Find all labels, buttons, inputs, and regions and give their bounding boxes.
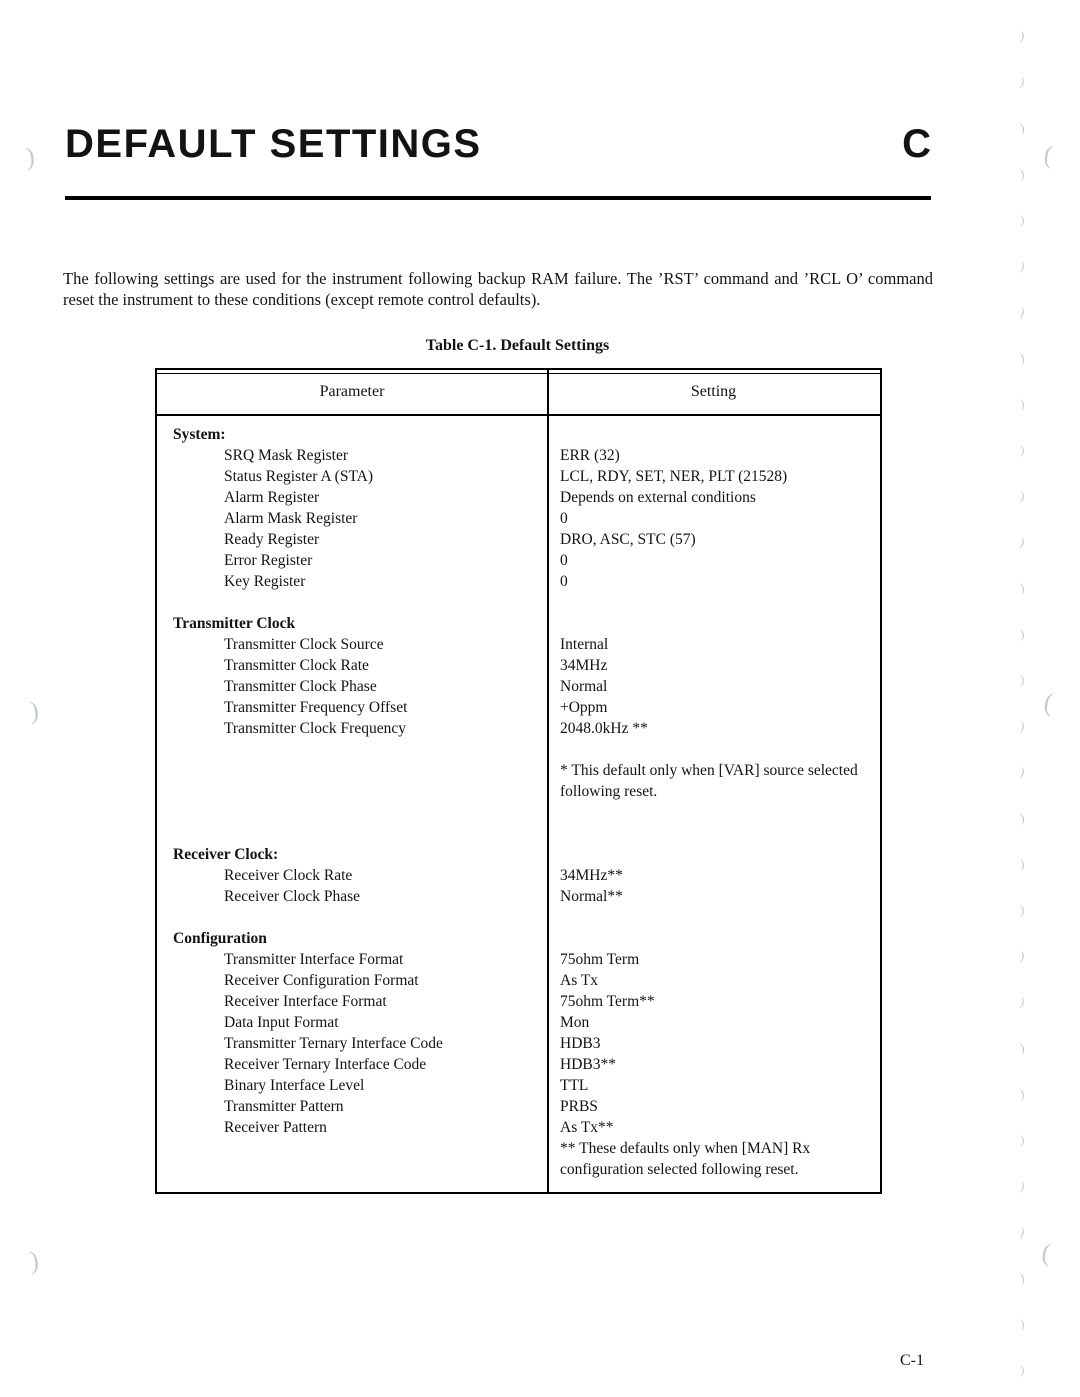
setting-cell: 34MHz: [560, 657, 608, 674]
scan-artifact-mark: ): [1019, 855, 1026, 872]
scan-artifact-mark: ): [1019, 947, 1026, 964]
page-title: DEFAULT SETTINGS: [65, 122, 482, 166]
setting-cell: DRO, ASC, STC (57): [560, 531, 696, 548]
setting-cell: * This default only when [VAR] source selected following reset.: [560, 762, 858, 800]
scan-artifact-mark: ): [1019, 1085, 1026, 1102]
setting-cell: 2048.0kHz **: [560, 720, 648, 737]
setting-cell: Depends on external conditions: [560, 489, 756, 506]
parameter-cell: Transmitter Clock: [173, 615, 296, 632]
table-row: [157, 655, 880, 676]
table-body: [157, 416, 880, 1192]
setting-cell: 0: [560, 552, 568, 569]
table-section-row: [157, 844, 880, 865]
parameter-cell: Transmitter Clock Source: [224, 636, 384, 653]
scan-artifact-mark: ): [1020, 1132, 1025, 1147]
scan-artifact-mark: ): [1019, 395, 1026, 412]
scan-artifact-mark: ): [1019, 1315, 1026, 1332]
intro-paragraph: The following settings are used for the instrument following backup RAM failure. The ’RST’ command and ’RCL O’ command reset the instrument to these conditions (except remote control defaults).: [63, 268, 933, 309]
scan-artifact-mark: ): [1019, 625, 1026, 642]
scan-artifact-mark: ): [1019, 1177, 1026, 1194]
setting-cell: 75ohm Term: [560, 951, 640, 968]
parameter-cell: Transmitter Clock Frequency: [224, 720, 406, 737]
scan-artifact-mark: ): [1020, 212, 1025, 227]
parameter-cell: Transmitter Ternary Interface Code: [224, 1035, 443, 1052]
setting-cell: +Oppm: [560, 699, 608, 716]
scan-artifact-mark: (: [1040, 1237, 1053, 1268]
parameter-cell: Transmitter Pattern: [224, 1098, 344, 1115]
table-row: [157, 718, 880, 739]
parameter-cell: Transmitter Clock Phase: [224, 678, 377, 695]
scan-artifact-mark: (: [1042, 139, 1055, 170]
scan-artifact-mark: ): [1019, 165, 1026, 182]
setting-cell: HDB3**: [560, 1056, 616, 1073]
scan-artifact-mark: ): [1020, 1362, 1025, 1377]
table-row: [157, 1117, 880, 1138]
page-number: C-1: [900, 1352, 924, 1369]
table-note-row: [157, 1138, 880, 1180]
scan-artifact-mark: ): [28, 695, 41, 726]
parameter-cell: Transmitter Clock Rate: [224, 657, 369, 674]
parameter-cell: Receiver Configuration Format: [224, 972, 419, 989]
setting-cell: HDB3: [560, 1035, 601, 1052]
scan-artifact-mark: ): [1018, 533, 1026, 550]
table-blank-row: [157, 823, 880, 844]
table-row: [157, 970, 880, 991]
setting-cell: [547, 613, 880, 634]
parameter-cell: Status Register A (STA): [224, 468, 374, 485]
table-row: [157, 1075, 880, 1096]
parameter-cell: SRQ Mask Register: [224, 447, 348, 464]
scan-artifact-mark: ): [1020, 672, 1025, 687]
setting-cell: As Tx**: [560, 1119, 614, 1136]
table-row: [157, 445, 880, 466]
table-row: [157, 634, 880, 655]
setting-cell: LCL, RDY, SET, NER, PLT (21528): [560, 468, 788, 485]
setting-cell: 0: [560, 573, 568, 590]
scan-artifact-mark: ): [1020, 902, 1025, 917]
parameter-cell: Binary Interface Level: [224, 1077, 365, 1094]
table-header-row: [157, 370, 880, 416]
parameter-cell: [157, 760, 547, 802]
parameter-cell: Data Input Format: [224, 1014, 339, 1031]
setting-cell: [547, 424, 880, 445]
scan-artifact-mark: ): [28, 1245, 41, 1276]
table-row: [157, 697, 880, 718]
setting-cell: 75ohm Term**: [560, 993, 655, 1010]
parameter-cell: [157, 592, 547, 613]
table-row: [157, 487, 880, 508]
parameter-cell: Error Register: [224, 552, 313, 569]
scan-artifact-mark: ): [1018, 809, 1026, 826]
table-row: [157, 550, 880, 571]
table-blank-row: [157, 802, 880, 823]
setting-cell: [547, 592, 880, 613]
parameter-cell: [157, 823, 547, 844]
scan-artifact-mark: ): [1018, 73, 1026, 90]
table-section-row: [157, 424, 880, 445]
scan-artifact-mark: ): [1018, 349, 1026, 366]
parameter-cell: Receiver Clock Rate: [224, 867, 353, 884]
setting-cell: ** These defaults only when [MAN] Rx configuration selected following reset.: [560, 1140, 811, 1178]
setting-cell: As Tx: [560, 972, 599, 989]
table-caption: Table C-1. Default Settings: [425, 337, 610, 354]
setting-cell: [547, 739, 880, 760]
setting-cell: Normal: [560, 678, 608, 695]
setting-cell: Normal**: [560, 888, 623, 905]
table-row: [157, 1033, 880, 1054]
parameter-cell: Receiver Clock Phase: [224, 888, 361, 905]
parameter-cell: Transmitter Interface Format: [224, 951, 404, 968]
chapter-letter: C: [902, 122, 931, 166]
parameter-cell: Receiver Ternary Interface Code: [224, 1056, 427, 1073]
parameter-cell: Transmitter Frequency Offset: [224, 699, 408, 716]
setting-cell: 0: [560, 510, 568, 527]
parameter-cell: [157, 907, 547, 928]
scan-artifact-mark: ): [1019, 27, 1026, 44]
scan-artifact-mark: ): [1018, 763, 1026, 780]
parameter-cell: Receiver Clock:: [173, 846, 279, 863]
setting-cell: Internal: [560, 636, 609, 653]
scan-artifact-mark: ): [1018, 993, 1026, 1010]
table-row: [157, 991, 880, 1012]
setting-cell: PRBS: [560, 1098, 598, 1115]
table-blank-row: [157, 907, 880, 928]
parameter-cell: Receiver Pattern: [224, 1119, 327, 1136]
setting-cell: [547, 823, 880, 844]
scan-artifact-mark: ): [1019, 487, 1026, 504]
scan-artifact-mark: ): [1020, 442, 1025, 457]
table-row: [157, 571, 880, 592]
setting-cell: [547, 928, 880, 949]
parameter-cell: Alarm Register: [224, 489, 320, 506]
setting-cell: 34MHz**: [560, 867, 623, 884]
parameter-cell: [157, 802, 547, 823]
scan-artifact-mark: ): [1018, 1039, 1026, 1056]
scan-artifact-mark: ): [1018, 1223, 1026, 1240]
table-row: [157, 886, 880, 907]
scan-artifact-mark: ): [1018, 303, 1026, 320]
parameter-cell: Key Register: [224, 573, 306, 590]
table-row: [157, 466, 880, 487]
title-row: [65, 122, 931, 167]
table-blank-row: [157, 592, 880, 613]
column-header-parameter: Parameter: [319, 383, 385, 400]
parameter-cell: Receiver Interface Format: [224, 993, 387, 1010]
scan-artifact-mark: ): [1019, 717, 1026, 734]
parameter-cell: Configuration: [173, 930, 267, 947]
table-top-double-rule: [157, 373, 880, 374]
setting-cell: [547, 802, 880, 823]
parameter-cell: [157, 739, 547, 760]
table-section-row: [157, 928, 880, 949]
scan-artifact-mark: ): [1018, 1269, 1026, 1286]
title-rule-divider: [65, 196, 931, 200]
scan-artifact-mark: (: [1042, 687, 1055, 718]
table-row: [157, 865, 880, 886]
table-row: [157, 1012, 880, 1033]
table-column-divider: [547, 370, 549, 1192]
scan-artifact-mark: ): [1018, 119, 1026, 136]
setting-cell: Mon: [560, 1014, 590, 1031]
parameter-cell: Ready Register: [224, 531, 320, 548]
setting-cell: TTL: [560, 1077, 589, 1094]
table-row: [157, 508, 880, 529]
table-row: [157, 1096, 880, 1117]
setting-cell: ERR (32): [560, 447, 620, 464]
table-row: [157, 949, 880, 970]
table-blank-row: [157, 739, 880, 760]
parameter-cell: Alarm Mask Register: [224, 510, 358, 527]
parameter-cell: System:: [173, 426, 226, 443]
setting-cell: [547, 844, 880, 865]
scan-artifact-mark: ): [1019, 257, 1026, 274]
default-settings-table: [155, 368, 882, 1194]
column-header-setting: Setting: [690, 383, 737, 400]
scan-artifact-mark: ): [24, 141, 37, 172]
table-row: [157, 529, 880, 550]
parameter-cell: [157, 1138, 547, 1180]
setting-cell: [547, 907, 880, 928]
scan-artifact-mark: ): [1018, 579, 1026, 596]
table-note-row: [157, 760, 880, 802]
table-section-row: [157, 613, 880, 634]
table-row: [157, 676, 880, 697]
table-row: [157, 1054, 880, 1075]
